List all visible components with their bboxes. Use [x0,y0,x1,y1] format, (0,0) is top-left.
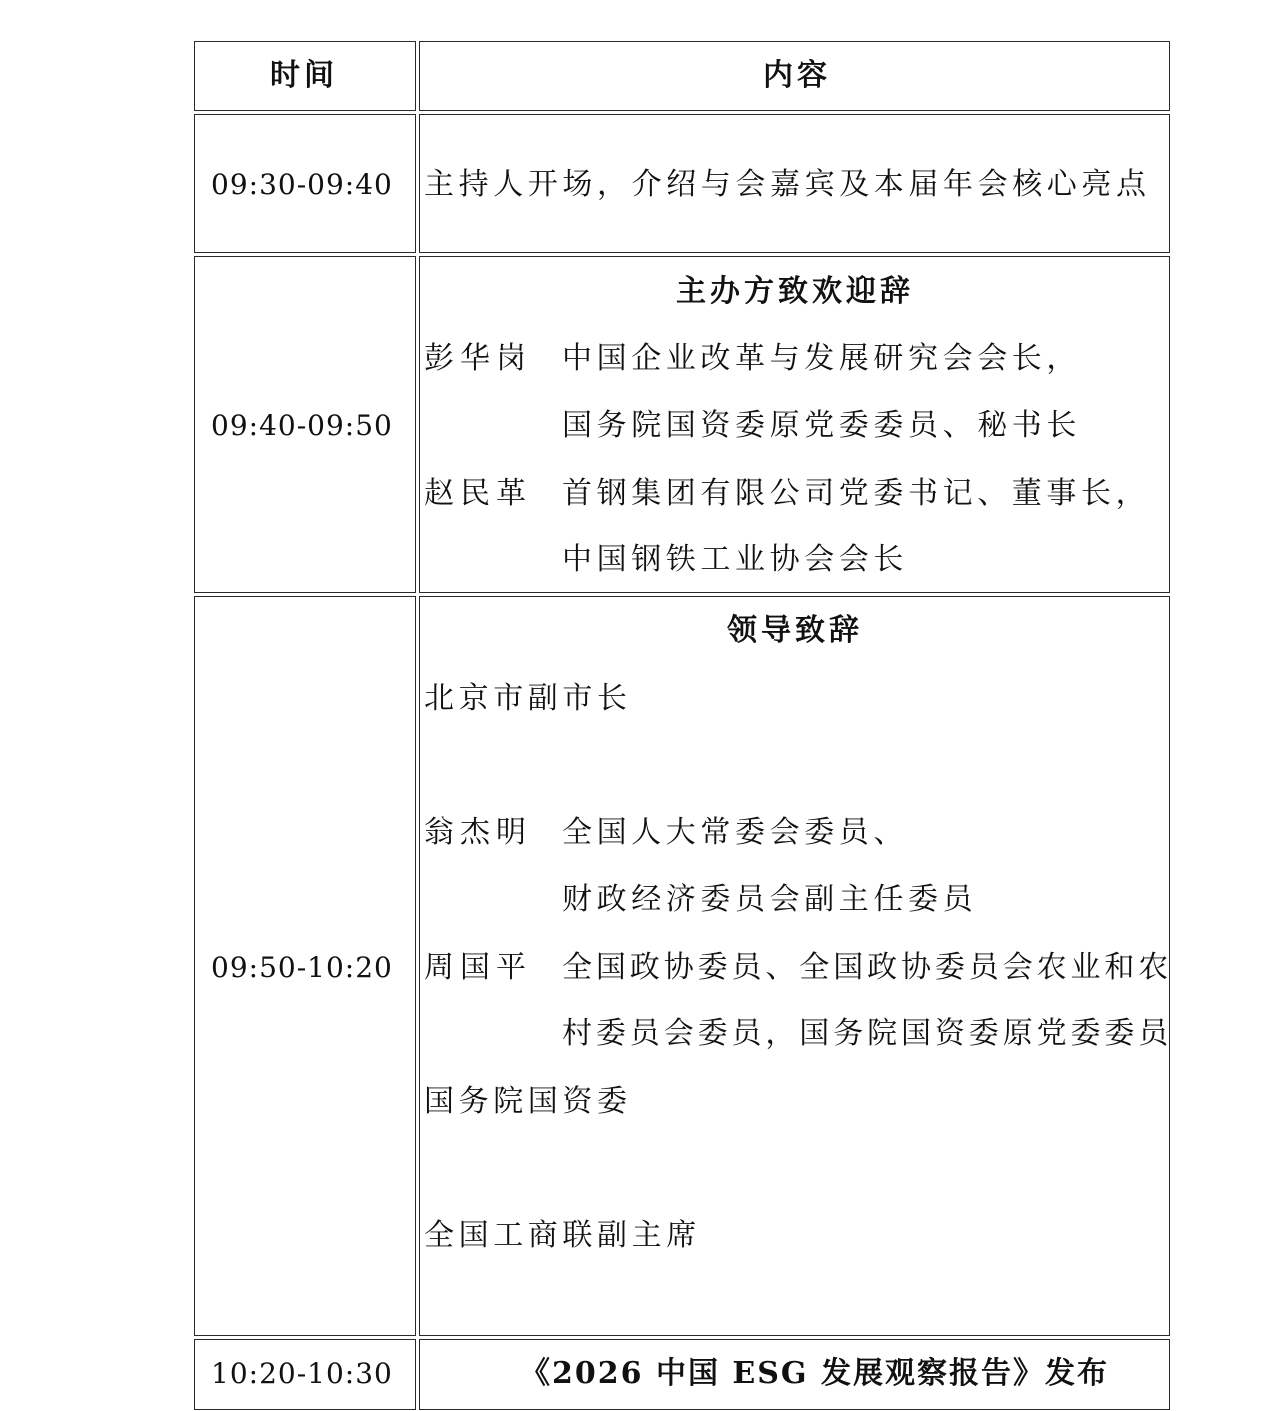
speaker-title-line: 全国政协委员、全国政协委员会农业和农 [562,950,1173,985]
speaker-title-line: 全国工商联副主席 [424,1218,701,1253]
speaker-title-line: 国务院国资委 [424,1084,632,1119]
row-2-title: 主办方致欢迎辞 [676,274,914,309]
speaker-name: 彭华岗 [424,341,532,376]
speaker-name: 翁杰明 [424,815,532,850]
row-1-time: 09:30-09:40 [211,168,393,201]
speaker-name: 赵民革 [424,476,532,511]
speaker-title-line: 中国钢铁工业协会会长 [562,542,908,577]
speaker-title-line: 国务院国资委原党委委员、秘书长 [562,408,1081,443]
row-4-content: 《2026 中国 ESG 发展观察报告》发布 [520,1356,1109,1391]
row-1-content: 主持人开场，介绍与会嘉宾及本届年会核心亮点 [424,167,1151,202]
speaker-title-line: 北京市副市长 [424,681,632,716]
speaker-title-line: 村委员会委员，国务院国资委原党委委员 [562,1016,1173,1051]
speaker-title-line: 全国人大常委会委员、 [562,815,908,850]
header-content-label: 内容 [763,58,831,93]
row-2-time: 09:40-09:50 [211,409,393,442]
row-3-title: 领导致辞 [727,613,863,648]
speaker-title-line: 中国企业改革与发展研究会会长， [562,341,1081,376]
speaker-title-line: 首钢集团有限公司党委书记、董事长， [562,476,1151,511]
speaker-name: 周国平 [424,950,532,985]
row-3-time: 09:50-10:20 [211,951,393,984]
header-time-label: 时间 [270,58,338,93]
speaker-title-line: 财政经济委员会副主任委员 [562,882,978,917]
row-4-time: 10:20-10:30 [211,1357,393,1390]
